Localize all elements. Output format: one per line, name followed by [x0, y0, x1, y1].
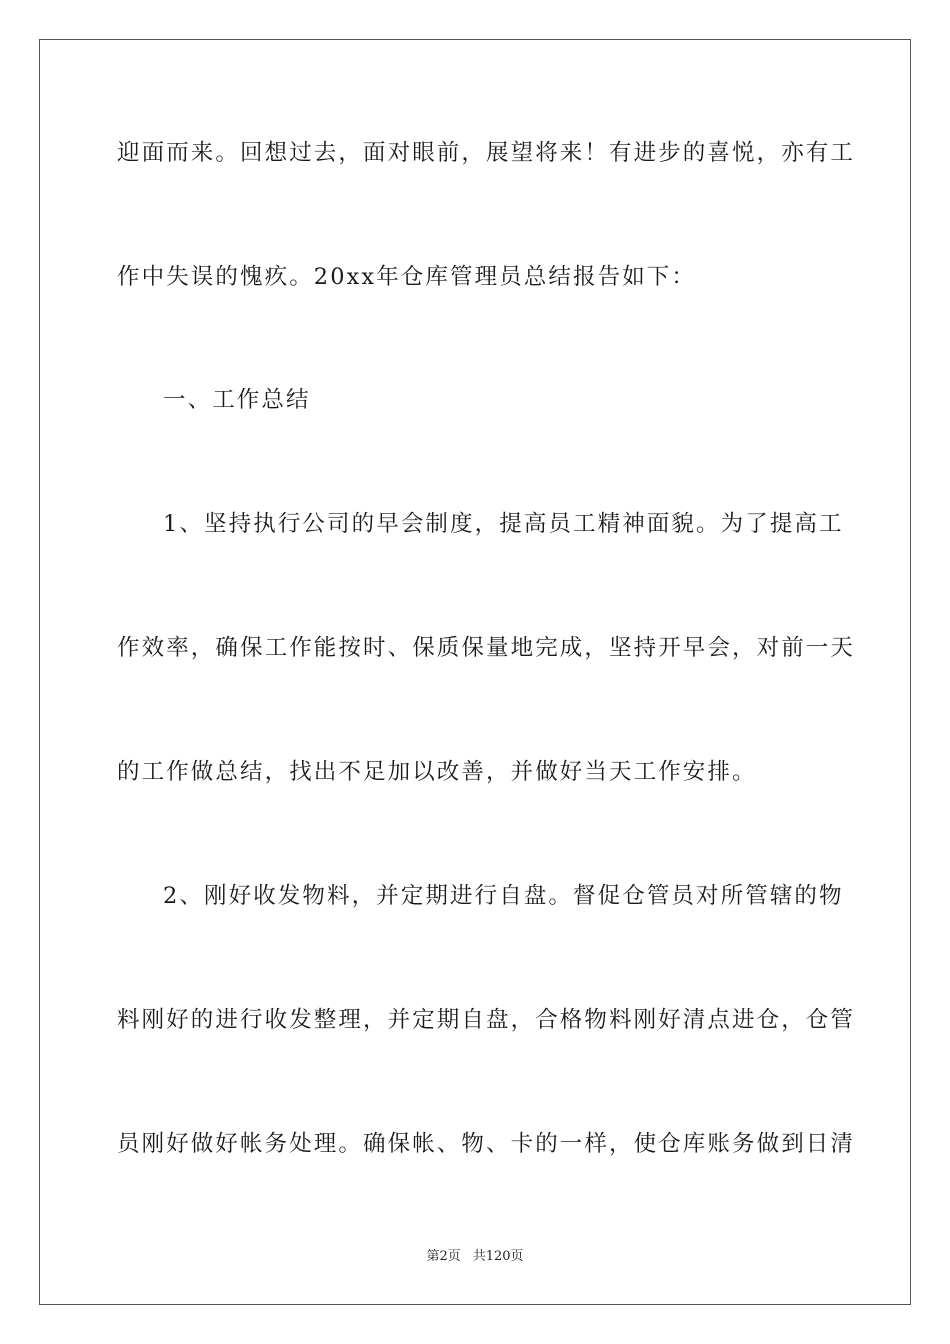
text-line: 2、刚好收发物料，并定期进行自盘。督促仓管员对所管辖的物	[163, 883, 844, 909]
section-heading: 一、工作总结	[163, 387, 311, 413]
text-line: 1、坚持执行公司的早会制度，提高员工精神面貌。为了提高工	[163, 511, 844, 537]
page-frame	[39, 39, 911, 1305]
text-line: 员刚好做好帐务处理。确保帐、物、卡的一样，使仓库账务做到日清	[117, 1131, 856, 1157]
text-line: 料刚好的进行收发整理，并定期自盘，合格物料刚好清点进仓，仓管	[117, 1007, 856, 1033]
text-line: 作中失误的愧疚。20xx年仓库管理员总结报告如下：	[117, 264, 697, 290]
page-footer	[0, 1248, 950, 1266]
page-number: 第2页	[426, 1249, 461, 1264]
text-line: 作效率，确保工作能按时、保质保量地完成，坚持开早会，对前一天	[117, 635, 856, 661]
text-line: 的工作做总结，找出不足加以改善，并做好当天工作安排。	[117, 759, 757, 785]
text-line: 迎面而来。回想过去，面对眼前，展望将来！有进步的喜悦，亦有工	[117, 140, 856, 166]
page-total: 共120页	[472, 1249, 524, 1264]
